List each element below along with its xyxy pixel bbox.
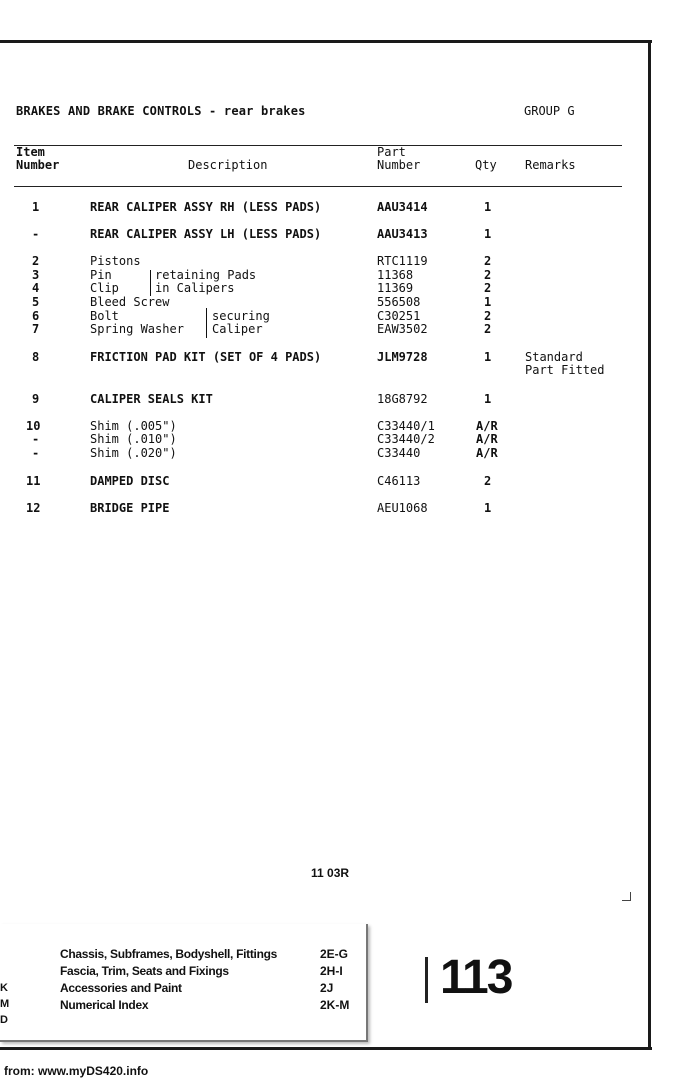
quantity: 1 <box>484 227 492 241</box>
description: Shim (.005") <box>90 419 177 433</box>
edge-letter: M <box>0 998 10 1010</box>
item-number: 3 <box>32 268 40 282</box>
part-number: C33440 <box>377 446 421 460</box>
item-number: - <box>32 446 40 460</box>
quantity: 1 <box>484 350 492 364</box>
quantity: A/R <box>476 432 498 446</box>
description: CALIPER SEALS KIT <box>90 392 213 406</box>
table-header-rule <box>14 186 622 187</box>
part-number: C46113 <box>377 474 421 488</box>
index-code: 2J <box>320 981 334 995</box>
page-number-bar <box>425 957 428 1003</box>
source-footer: from: www.myDS420.info <box>4 1064 149 1078</box>
item-number: - <box>32 227 40 241</box>
col-part-line1: Part <box>377 145 406 159</box>
quantity: 2 <box>484 281 492 295</box>
col-part-number <box>377 146 420 172</box>
col-item-line1: Item <box>16 145 45 159</box>
part-number: C33440/1 <box>377 419 435 433</box>
part-number: EAW3502 <box>377 322 428 336</box>
description-note: Caliper <box>212 322 263 336</box>
index-code: 2H-I <box>320 964 343 978</box>
part-number: AEU1068 <box>377 501 428 515</box>
description: Spring Washer <box>90 322 184 336</box>
description: BRIDGE PIPE <box>90 501 170 515</box>
item-number: 4 <box>32 281 40 295</box>
item-number: 12 <box>26 501 41 515</box>
quantity: 1 <box>484 295 492 309</box>
item-number: 8 <box>32 350 40 364</box>
part-number: C30251 <box>377 309 421 323</box>
group-label: GROUP G <box>524 104 575 118</box>
part-number: 11368 <box>377 268 414 282</box>
edge-letter: D <box>0 1014 8 1026</box>
description: Pin <box>90 268 112 282</box>
item-number: 1 <box>32 200 40 214</box>
quantity: A/R <box>476 446 498 460</box>
frame-bottom-line <box>0 1047 652 1050</box>
description: Bolt <box>90 309 119 323</box>
remarks: Standard <box>525 350 583 364</box>
col-description: Description <box>188 158 268 172</box>
quantity: 1 <box>484 501 492 515</box>
index-label: Numerical Index <box>60 998 149 1012</box>
item-number: - <box>32 432 40 446</box>
description-note: retaining Pads <box>155 268 257 282</box>
bracket-caliper <box>206 308 207 338</box>
section-index-box <box>0 924 368 1042</box>
part-number: C33440/2 <box>377 432 435 446</box>
part-number: 556508 <box>377 295 421 309</box>
col-item-number <box>16 146 59 172</box>
col-part-line2: Number <box>377 158 421 172</box>
bracket-pads <box>150 270 151 296</box>
description: REAR CALIPER ASSY LH (LESS PADS) <box>90 227 322 241</box>
item-number: 5 <box>32 295 40 309</box>
corner-mark <box>622 892 631 901</box>
index-code: 2K-M <box>320 998 350 1012</box>
quantity: 1 <box>484 392 492 406</box>
description-note: securing <box>212 309 270 323</box>
col-remarks: Remarks <box>525 158 576 172</box>
item-number: 11 <box>26 474 41 488</box>
quantity: 1 <box>484 200 492 214</box>
item-number: 7 <box>32 322 40 336</box>
item-number: 2 <box>32 254 40 268</box>
item-number: 10 <box>26 419 41 433</box>
frame-top-line <box>0 40 652 43</box>
quantity: 2 <box>484 474 492 488</box>
description: Clip <box>90 281 119 295</box>
index-label: Accessories and Paint <box>60 981 182 995</box>
description-note: in Calipers <box>155 281 235 295</box>
index-label: Chassis, Subframes, Bodyshell, Fittings <box>60 947 278 961</box>
table-top-rule <box>14 145 622 146</box>
part-number: JLM9728 <box>377 350 428 364</box>
part-number: 18G8792 <box>377 392 428 406</box>
description: Shim (.020") <box>90 446 177 460</box>
quantity: 2 <box>484 322 492 336</box>
index-code: 2E-G <box>320 947 349 961</box>
part-number: 11369 <box>377 281 414 295</box>
remarks-line2: Part Fitted <box>525 363 605 377</box>
part-number: AAU3414 <box>377 200 428 214</box>
page-number: 113 <box>440 951 512 1004</box>
item-number: 6 <box>32 309 40 323</box>
description: FRICTION PAD KIT (SET OF 4 PADS) <box>90 350 322 364</box>
part-number: AAU3413 <box>377 227 428 241</box>
page-code: 11 03R <box>311 866 350 880</box>
quantity: 2 <box>484 309 492 323</box>
index-label: Fascia, Trim, Seats and Fixings <box>60 964 229 978</box>
quantity: A/R <box>476 419 498 433</box>
description: Pistons <box>90 254 141 268</box>
description: REAR CALIPER ASSY RH (LESS PADS) <box>90 200 322 214</box>
quantity: 2 <box>484 254 492 268</box>
item-number: 9 <box>32 392 40 406</box>
part-number: RTC1119 <box>377 254 428 268</box>
col-qty: Qty <box>475 158 497 172</box>
frame-right-line <box>648 40 651 1050</box>
description: DAMPED DISC <box>90 474 170 488</box>
quantity: 2 <box>484 268 492 282</box>
description: Shim (.010") <box>90 432 177 446</box>
col-item-line2: Number <box>16 158 60 172</box>
description: Bleed Screw <box>90 295 170 309</box>
edge-letter: K <box>0 982 8 994</box>
section-title: BRAKES AND BRAKE CONTROLS - rear brakes <box>16 104 306 118</box>
